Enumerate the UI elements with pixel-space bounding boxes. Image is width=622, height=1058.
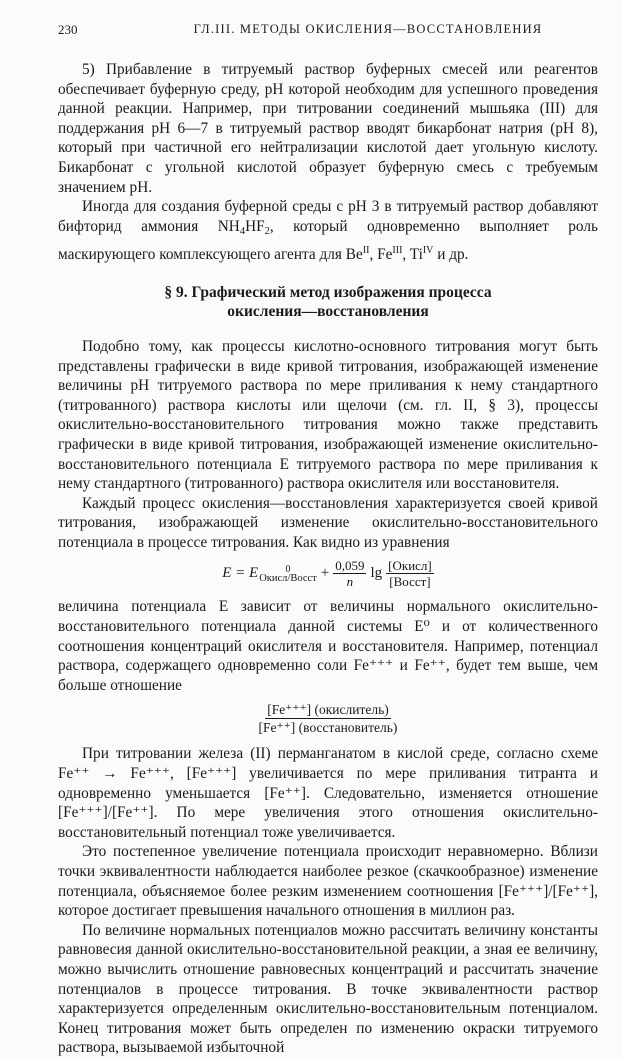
nernst-equation: E = E 0 Окисл/Восст + $\frac{0,059}{n}$ lg $\frac{\text{[Окисл]}}{\text{[Восст]}}$ <box>222 558 432 590</box>
iron-ratio-formula: $\frac{\text{[Fe⁺⁺⁺] (окислитель)}}{\text{[Fe⁺⁺] (восстановитель)}}$ <box>258 702 398 736</box>
paragraph-buffer-media: 5) Прибавление в титруемый раствор буферных смесей или реагентов обеспечивает буферную среду, pH которой необходим для успешного проведения данной реакции. Например, при титровании соединений мышьяка (III) для поддержания pH 6—7 в титруемый раствор вводят бикарбонат натрия (pH 8), который при частичной его нейтрализации кислотой дает угольную кислоту. Бикарбонат с угольной кислотой образует буферную смесь с требуемым значением pH. <box>58 61 598 196</box>
section-heading <box>58 283 598 321</box>
paragraph-potential-dependence: величина потенциала E зависит от величины нормального окислительно-восстановительного потенциала данной системы E⁰ и от количественного соотношения концентраций окислителя и восстановителя. Например, потенциал раствора, содержащего одновременно соли Fe⁺⁺⁺ и Fe⁺⁺, будет тем выше, чем больше отношение <box>58 598 598 694</box>
paragraph-equilibrium-constant: По величине нормальных потенциалов можно рассчитать величину константы равновесия данной окислительно-восстановительной реакции, а зная ее величину, можно вычислить отношение равновесных концентраций и рассчитать значение потенциалов в процессе титрования. В точке эквивалентности раствор характеризуется определенным окислительно-восстановительным потенциалом. Конец титрования может быть определен по изменению окраски титруемого раствора, вызываемой избыточной <box>58 921 598 1057</box>
section-heading-line1: § 9. Графический метод изображения процесса <box>164 283 492 301</box>
page-body <box>58 60 598 1058</box>
page-number: 230 <box>58 22 78 37</box>
section-heading-line2: окисления—восстановления <box>227 302 429 320</box>
paragraph-iron-permanganate: При титровании железа (II) перманганатом в кислой среде, согласно схеме Fe⁺⁺ → Fe⁺⁺⁺, [Fe⁺⁺⁺] увеличивается по мере приливания титранта и одновременно уменьшается [Fe⁺⁺]. Следовательно, изменяется отношение [Fe⁺⁺⁺]/[Fe⁺⁺]. По мере увеличения этого отношения окислительно-восстановительный потенциал тоже увеличивается. <box>58 745 598 841</box>
paragraph-titration-curves: Подобно тому, как процессы кислотно-основного титрования могут быть представлены графически в виде кривой титрования, изображающей изменение величины pH титруемого раствора по мере приливания к нему стандартного (титрованного) раствора кислоты или щелочи (см. гл. II, § 3), процессы окислительно-восстановительного титрования можно также представить графически в виде кривой титрования, изображающей изменение окислительно-восстановительного потенциала E титруемого раствора по мере приливания к нему стандартного (титрованного) раствора окислителя или восстановителя. <box>58 337 598 493</box>
page-header <box>58 22 598 42</box>
equation-lhs: E = E <box>222 565 259 582</box>
paragraph-potential-jump: Это постепенное увеличение потенциала происходит неравномерно. Вблизи точки эквивалентности наблюдается наиболее резкое (скачкообразное) изменение потенциала, объясняемое более резким изменением соотношения [Fe⁺⁺⁺]/[Fe⁺⁺], которое достигает превышения начального отношения в миллион раз. <box>58 843 598 920</box>
concentration-ratio-fraction: $\frac{\text{[Окисл]}}{\text{[Восст]}}$ <box>388 558 432 590</box>
running-title: ГЛ.III. МЕТОДЫ ОКИСЛЕНИЯ—ВОССТАНОВЛЕНИЯ <box>193 22 543 36</box>
coefficient-fraction: $\frac{0,059}{n}$ <box>335 558 365 590</box>
paragraph-ammonium-bifluoride: Иногда для создания буферной среды с pH 3 в титруемый раствор добавляют бифторид аммония $NH_4HF_2$, который одновременно выполняет роль маскирующего комплексующего агента для $Be^{II}$, $Fe^{III}$, $Ti^{IV}$ и др. <box>58 198 598 264</box>
paragraph-redox-curve: Каждый процесс окисления—восстановления характеризуется своей кривой титрования, изображающей изменение окислительно-восстановительного потенциала в процессе титрования. Как видно из уравнения <box>58 494 598 551</box>
